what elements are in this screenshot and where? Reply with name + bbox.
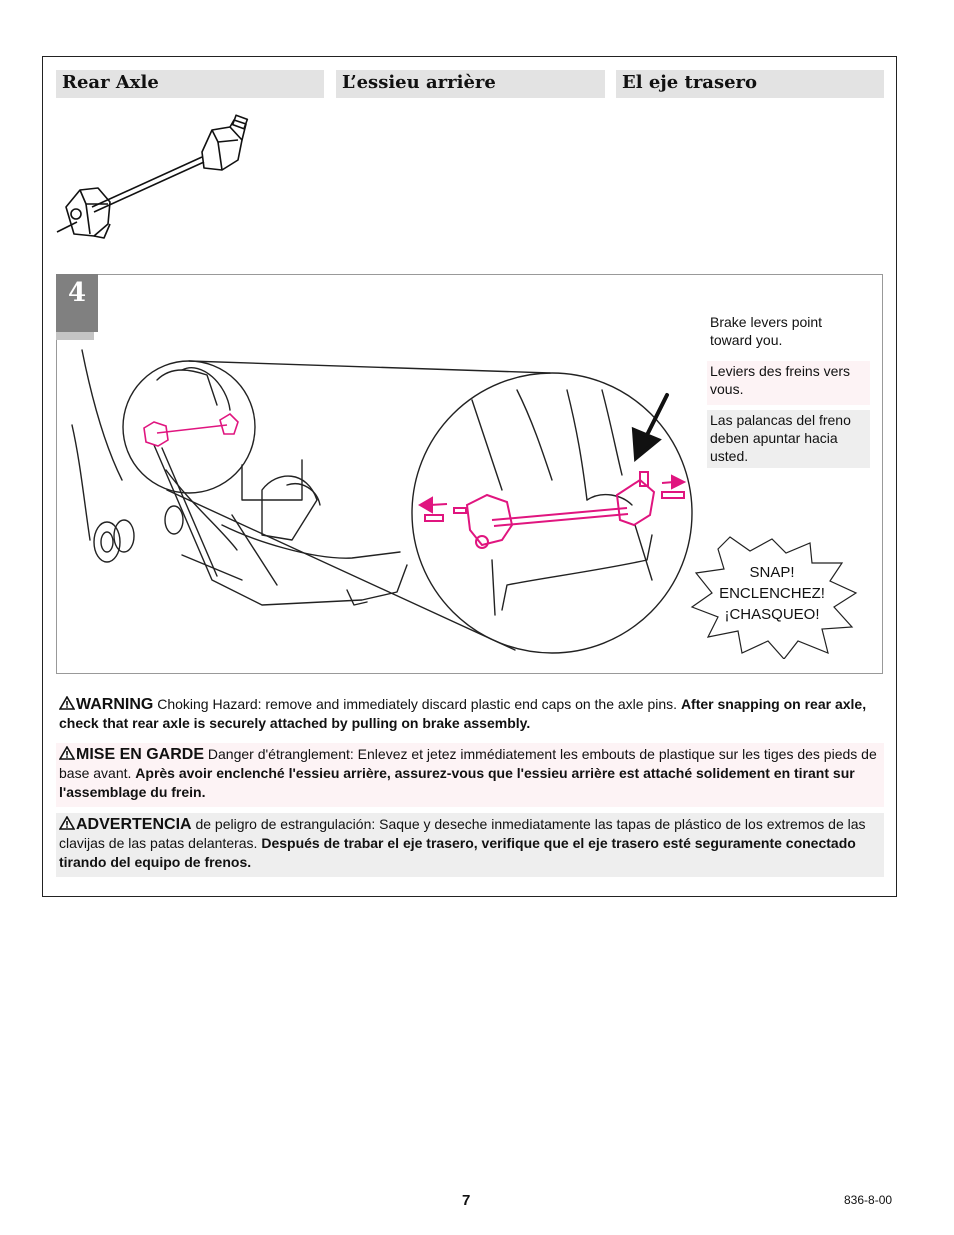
snap-text-spanish: ¡CHASQUEO! xyxy=(724,606,820,623)
snap-text-english: SNAP! xyxy=(749,564,795,581)
warning-triangle-icon xyxy=(59,696,75,710)
stroller-assembly-illustration xyxy=(62,330,702,670)
warning-spanish xyxy=(56,813,884,877)
warning-title: ADVERTENCIA xyxy=(76,816,192,833)
snap-text-french: ENCLENCHEZ! xyxy=(719,585,825,602)
page-number: 7 xyxy=(462,1192,471,1209)
rear-axle-part-illustration xyxy=(52,112,252,247)
warning-title: MISE EN GARDE xyxy=(76,746,205,763)
warning-triangle-icon xyxy=(59,816,75,830)
warning-text: Danger d'étranglement: Enlevez et jetez immédiatement les embouts de plastique sur les tiges des pieds de base avant. xyxy=(59,746,877,781)
warning-bold-text: After snapping on rear axle, check that rear axle is securely attached by pulling on brake assembly. xyxy=(59,696,867,731)
warning-text: Choking Hazard: remove and immediately discard plastic end caps on the axle pins. xyxy=(153,696,681,712)
note-french: Leviers des freins vers vous. xyxy=(707,361,870,405)
warning-english xyxy=(56,693,884,736)
warning-title: WARNING xyxy=(76,696,154,713)
note-english: Brake levers point toward you. xyxy=(710,314,823,348)
warning-triangle-icon xyxy=(59,746,75,760)
note-spanish: Las palancas del freno deben apuntar hacia usted. xyxy=(707,410,870,468)
header-spanish: El eje trasero xyxy=(616,70,884,98)
step-number: 4 xyxy=(56,274,98,332)
header-english: Rear Axle xyxy=(56,70,324,98)
warning-bold-text: Después de trabar el eje trasero, verifique que el eje trasero esté seguramente conectado tirando del equipo de frenos. xyxy=(59,835,856,870)
warning-french xyxy=(56,743,884,807)
header-french: L’essieu arrière xyxy=(336,70,605,98)
warning-text: de peligro de estrangulación: Saque y deseche inmediatamente las tapas de plástico de los extremos de las clavijas de las patas delanteras. xyxy=(59,816,866,851)
snap-burst-text xyxy=(704,562,840,625)
document-code: 836-8-00 xyxy=(844,1193,893,1207)
warning-bold-text: Après avoir enclenché l'essieu arrière, assurez-vous que l'essieu arrière est attaché solidement en tirant sur l'assemblage du frein. xyxy=(59,765,855,800)
